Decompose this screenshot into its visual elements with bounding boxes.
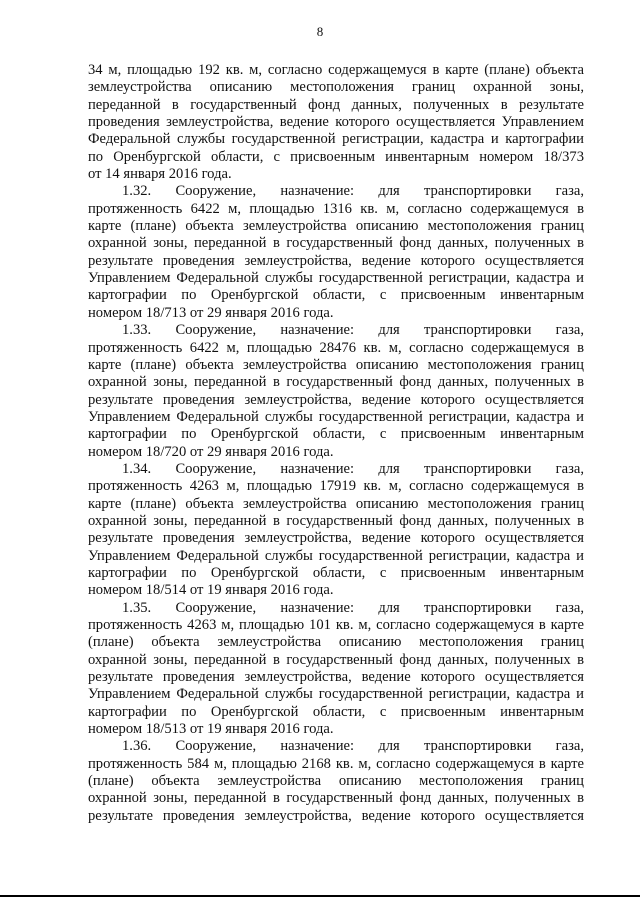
paragraph-first-line: 1.32. Сооружение, назначение: для транспортировки газа, (122, 183, 584, 200)
text-line: номером 18/514 от 19 января 2016 года. (88, 582, 334, 599)
text-line: результате проведения землеустройства, ведение которого осуществляется (88, 530, 584, 547)
paragraph-first-line: 1.35. Сооружение, назначение: для транспортировки газа, (122, 599, 584, 616)
text-line: Управлением Федеральной службы государственной регистрации, кадастра и (88, 270, 584, 287)
text-line: охранной зоны, переданной в государственный фонд данных, полученных в (88, 651, 584, 668)
text-line: Управлением Федеральной службы государственной регистрации, кадастра и (88, 408, 584, 425)
text-line: картографии по Оренбургской области, с присвоенным инвентарным (88, 564, 584, 581)
text-line: результате проведения землеустройства, ведение которого осуществляется (88, 669, 584, 686)
document-body (88, 62, 584, 825)
text-line: карте (плане) объекта землеустройства описанию местоположения границ (88, 356, 584, 373)
paragraph-first-line: 1.34. Сооружение, назначение: для транспортировки газа, (122, 460, 584, 477)
text-line: от 14 января 2016 года. (88, 166, 232, 183)
text-line: протяженность 6422 м, площадью 1316 кв. м, согласно содержащемуся в (88, 200, 584, 217)
text-line: картографии по Оренбургской области, с присвоенным инвентарным (88, 703, 584, 720)
text-line: 34 м, площадью 192 кв. м, согласно содержащемуся в карте (плане) объекта (88, 62, 584, 78)
text-line: по Оренбургской области, с присвоенным инвентарным номером 18/373 (88, 148, 584, 165)
text-line: Управлением Федеральной службы государственной регистрации, кадастра и (88, 547, 584, 564)
text-line: охранной зоны, переданной в государственный фонд данных, полученных в (88, 374, 584, 391)
scan-edge-divider (0, 895, 640, 897)
text-line: переданной в государственный фонд данных, полученных в результате (88, 96, 584, 113)
text-line: номером 18/713 от 29 января 2016 года. (88, 304, 334, 321)
text-line: землеустройства описанию местоположения границ охранной зоны, (88, 79, 584, 96)
paragraph-first-line: 1.33. Сооружение, назначение: для транспортировки газа, (122, 322, 584, 339)
text-line: протяженность 4263 м, площадью 17919 кв. м, согласно содержащемуся в (88, 478, 584, 495)
text-line: протяженность 4263 м, площадью 101 кв. м, согласно содержащемуся в карте (88, 617, 584, 633)
text-line: протяженность 584 м, площадью 2168 кв. м, согласно содержащемуся в карте (88, 755, 584, 772)
text-line: картографии по Оренбургской области, с присвоенным инвентарным (88, 426, 584, 443)
text-line: карте (плане) объекта землеустройства описанию местоположения границ (88, 495, 584, 512)
text-line: охранной зоны, переданной в государственный фонд данных, полученных в (88, 790, 584, 807)
text-line: Управлением Федеральной службы государственной регистрации, кадастра и (88, 686, 584, 703)
text-line: картографии по Оренбургской области, с присвоенным инвентарным (88, 287, 584, 304)
paragraph-first-line: 1.36. Сооружение, назначение: для транспортировки газа, (122, 738, 584, 755)
text-line: результате проведения землеустройства, ведение которого осуществляется (88, 807, 584, 824)
text-line: Федеральной службы государственной регистрации, кадастра и картографии (88, 131, 584, 148)
text-line: номером 18/720 от 29 января 2016 года. (88, 443, 334, 460)
text-line: результате проведения землеустройства, ведение которого осуществляется (88, 252, 584, 269)
text-line: проведения землеустройства, ведение которого осуществляется Управлением (88, 114, 584, 131)
page-number: 8 (316, 24, 324, 39)
text-line: (плане) объекта землеустройства описанию местоположения границ (88, 773, 584, 790)
text-line: охранной зоны, переданной в государственный фонд данных, полученных в (88, 512, 584, 529)
text-line: номером 18/513 от 19 января 2016 года. (88, 721, 334, 738)
text-line: охранной зоны, переданной в государственный фонд данных, полученных в (88, 235, 584, 252)
text-line: протяженность 6422 м, площадью 28476 кв. м, согласно содержащемуся в (88, 339, 584, 356)
text-line: карте (плане) объекта землеустройства описанию местоположения границ (88, 218, 584, 235)
text-line: результате проведения землеустройства, ведение которого осуществляется (88, 391, 584, 408)
text-line: (плане) объекта землеустройства описанию местоположения границ (88, 634, 584, 651)
